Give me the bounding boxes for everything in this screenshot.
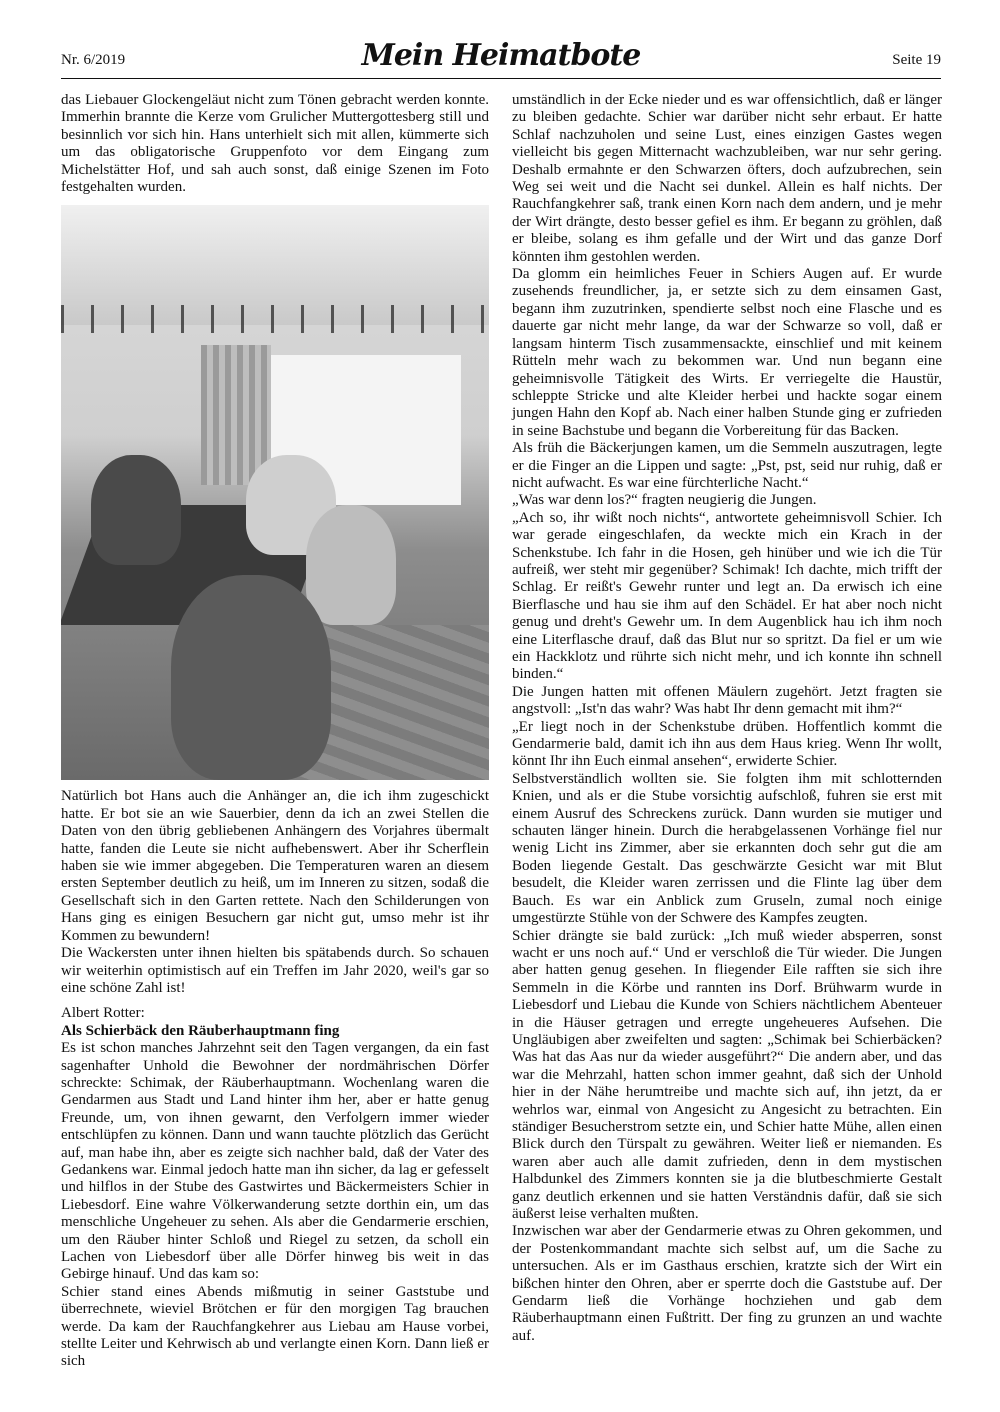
paragraph: Selbstverständlich wollten sie. Sie folgten ihm mit schlotternden Knien, und als er die Stube vorsichtig aufschloß, fuhren sie erst mit einem Ausruf des Schreckens zurück. Dann wurden sie mutiger und schauten länger hinein. Durch die herabgelassenen Vorhänge fiel nur wenig Licht ins Zimmer, aber sie erkannten doch sehr gut die am Boden liegende Gestalt. Das geschwärzte Gesicht war mit Blut besudelt, die Kleider waren zerrissen und die Flinte lag über dem Bauch. Es war ein Anblick zum Gruseln, zumal noch einige umgestürzte Stühle von der Schwere des Kampfes zeugten. — [512, 770, 942, 927]
paragraph: „Er liegt noch in der Schenkstube drüben. Hoffentlich kommt die Gendarmerie bald, damit ich ihn aus dem Haus krieg. Wenn Ihr wollt, könnt Ihr ihn Euch einmal ansehen“, erwiderte Schier. — [512, 718, 942, 770]
paragraph: Da glomm ein heimliches Feuer in Schiers Augen auf. Er wurde zusehends freundlicher, ja, er setzte sich zu dem einsamen Gast, begann ihm zuzutrinken, spendierte selbst noch eine Flasche und es dauerte gar nicht mehr lange, da war der Schwarze so voll, daß er langsam hinterm Tisch zusammensackte, einschlief und mit keinem Rütteln mehr wach zu bekommen war. Und nun begann eine geheimnisvolle Tätigkeit des Wirts. Er verriegelte die Haustür, schleppte Stricke und alte Kleider herbei und hackte sogar einem jungen Hahn den Kopf ab. Nach einer halben Stunde ging er zufrieden in seine Bachstube und begann die Vorbereitung für das Backen. — [512, 266, 942, 439]
paragraph: „Ach so, ihr wißt noch nichts“, antwortete geheimnisvoll Schier. Ich war gerade eingeschlafen, da weckte mich ein Krach in der Schenkstube. Ich fahr in die Hosen, geh hinüber und wie ich die Tür aufreiß, wer steht mir gegenüber? Schimak! Ich dachte, mich trifft der Schlag. Er reißt's Gewehr runter und legt an. Da erwisch ich eine Bierflasche und hau sie ihm auf den Schädel. Er hat aber noch nicht genug und dreht's Gewehr um. In dem Augenblick hau ich ihm noch eine Literflasche drauf, daß das Blut nur so spritzt. Da fiel er um wie ein Hackklotz und rührte sich nicht mehr, und ich konnte ihn schnell binden.“ — [512, 509, 942, 683]
photo-railing — [61, 305, 489, 333]
paragraph: Inzwischen war aber der Gendarmerie etwas zu Ohren gekommen, und der Postenkommandant machte sich selbst auf, um die Sache zu untersuchen. Als er im Gasthaus erschien, kratzte sich der Wirt ein bißchen hinter den Ohren, aber er sperrte doch die Gaststube auf. Der Gendarm ließ die Vorhänge hochziehen und gab dem Räuberhauptmann einen Fußtritt. Der fing zu grunzen an und wachte auf. — [512, 1223, 942, 1344]
paragraph: Schier stand eines Abends mißmutig in seiner Gaststube und überrechnete, wieviel Brötchen er für den morgigen Tag brauchen werde. Da kam der Rauchfangkehrer aus Liebau am Hause vorbei, stellte Leiter und Kehrwisch ab und verlangte einen Korn. Dann ließ er sich — [61, 1283, 489, 1370]
paragraph: Als früh die Bäckerjungen kamen, um die Semmeln auszutragen, legte er die Finger an die Lippen und sagte: „Pst, pst, seid nur ruhig, daß er nicht aufwacht. Es war eine fürchterliche Nacht.“ — [512, 440, 942, 491]
article-title: Als Schierbäck den Räuberhauptmann fing — [61, 1022, 340, 1039]
paragraph: Schier drängte sie bald zurück: „Ich muß wieder absperren, sonst wacht er uns noch auf.“ Und er verschloß die Tür wieder. Die Jungen aber hatten genug gesehen. In fliegender Eile rafften sie sich ihre Semmeln in die Körbe und rannten ins Dorf. Brühwarm wurde in Liebesdorf und Liebau die Kunde von Schiers nächtlichem Abenteuer in die Häuser getragen und erregte ungeheueres Aufsehen. Die Ungläubigen aber zweifelten und sagten: „Schimak bei Schierbäcken? Was hat das Aas nur da wieder ausgeführt?“ Die andern aber, und das war die Mehrzahl, hatten schon immer geahnt, daß sich der Unhold hier in der Nähe herumtreibe und machte sich auf, ihn jetzt, da er wehrlos war, einmal von Angesicht zu Angesicht zu betrachten. Ein ständiger Besucherstrom setzte ein, und Schier hatte Mühe, allen einen Blick durch den Türspalt zu gewähren. Weiter ließ er niemanden. Es waren aber auch alle damit zufrieden, denn in dem mystischen Halbdunkel des Zimmers konnten sie ja die blutbeschmierte Gestalt ganz deutlich erkennen und sie hatten Verständnis dafür, daß sie sich äußerst leise verhalten mußten. — [512, 927, 942, 1222]
issue-number: Nr. 6/2019 — [61, 52, 126, 68]
paragraph: „Was war denn los?“ fragten neugierig die Jungen. — [512, 492, 817, 509]
page-number: Seite 19 — [892, 52, 941, 68]
header-rule — [61, 78, 941, 79]
left-column — [61, 92, 489, 1371]
paragraph: Die Jungen hatten mit offenen Mäulern zugehört. Jetzt fragten sie angstvoll: „Ist'n das wahr? Was habt Ihr denn gemacht mit ihm?“ — [512, 683, 942, 718]
group-photo — [61, 205, 489, 780]
paragraph: Natürlich bot Hans auch die Anhänger an, die ich ihm zugeschickt hatte. Er bot sie an wie Sauerbier, denn da ich an zwei Stellen die Daten von den übrig gebliebenen Anhängern des Vorjahres übermalt hatte, fanden die Leute sie nicht aufhebenswert. Aber ihr Scherflein haben sie wie immer abgegeben. Die Temperaturen waren an diesem ersten September deutlich zu heiß, um im Inneren zu sitzen, sodaß die Gesellschaft sich in den Garten rettete. Nach den Schilderungen von Hans ging es einigen Besuchern gar nicht gut, umso mehr ist ihr Kommen zu bewundern! — [61, 788, 489, 944]
page-header — [61, 38, 941, 78]
photo-person — [171, 575, 331, 780]
masthead-logo: Mein Heimatbote — [361, 38, 641, 73]
paragraph: das Liebauer Glockengeläut nicht zum Tönen gebracht werden konnte. Immerhin brannte die Kerze vom Grulicher Muttergottesberg still und besinnlich vor sich hin. Hans unterhielt sich mit allen, kümmerte sich um das obligatorische Gruppenfoto vor dem Eingang zum Michelstätter Hof, und sah auch sonst, daß einige Szenen im Foto festgehalten wurden. — [61, 92, 489, 196]
right-column — [512, 92, 942, 1345]
photo-person — [91, 455, 181, 565]
paragraph: Es ist schon manches Jahrzehnt seit den Tagen vergangen, da ein fast sagenhafter Unhold die Bewohner der nordmährischen Dörfer schreckte: Schimak, der Räuberhauptmann. Wochenlang waren die Gendarmen aus Stadt und Land hinter ihm her, aber er hatte genug Freunde, um, von ihnen gewarnt, den Verfolgern immer wieder entschlüpfen zu können. Dann und wann tauchte plötzlich das Gerücht auf, man habe ihn, aber es zeigte sich nachher bald, daß der Vater des Gedankens war. Einmal jedoch hatte man ihn sicher, da lag er gefesselt und hilflos in der Stube des Gastwirtes und Bäckermeisters Schier in Liebesdorf. Eine wahre Völkerwanderung setzte dorthin ein, um das menschliche Ungeheuer zu sehen. Als aber die Gendarmerie erschien, um den Räuber hinter Schloß und Riegel zu setzen, da scholl ein Lachen von Liebesdorf über alle Dörfer hinweg bis weit in das Gebirge hinauf. Und das kam so: — [61, 1040, 489, 1283]
paragraph: umständlich in der Ecke nieder und es war offensichtlich, daß er länger zu bleiben gedachte. Schier war darüber nicht sehr erbaut. Er hatte Schlaf nachzuholen und seine Lust, eines einzigen Gastes wegen vielleicht bis gegen Mitternacht wachzubleiben, war nur sehr gering. Deshalb ermahnte er den Schwarzen öfters, doch aufzubrechen, sein Weg sei weit und die Nacht sei dunkel. Allein es half nichts. Der Rauchfangkehrer saß, trank einen Korn nach dem andern, und je mehr der Wirt drängte, desto besser gefiel es ihm. Er begann zu gröhlen, daß er bleibe, solang es ihm gefalle und der Wirt und das ganze Dorf könnten ihm gestohlen werden. — [512, 92, 942, 265]
article-author: Albert Rotter: — [61, 1005, 145, 1022]
photo-person — [306, 505, 396, 625]
paragraph: Die Wackersten unter ihnen hielten bis spätabends durch. So schauen wir weiterhin optimistisch auf ein Treffen im Jahr 2020, weil's gar so eine schöne Zahl ist! — [61, 945, 489, 996]
